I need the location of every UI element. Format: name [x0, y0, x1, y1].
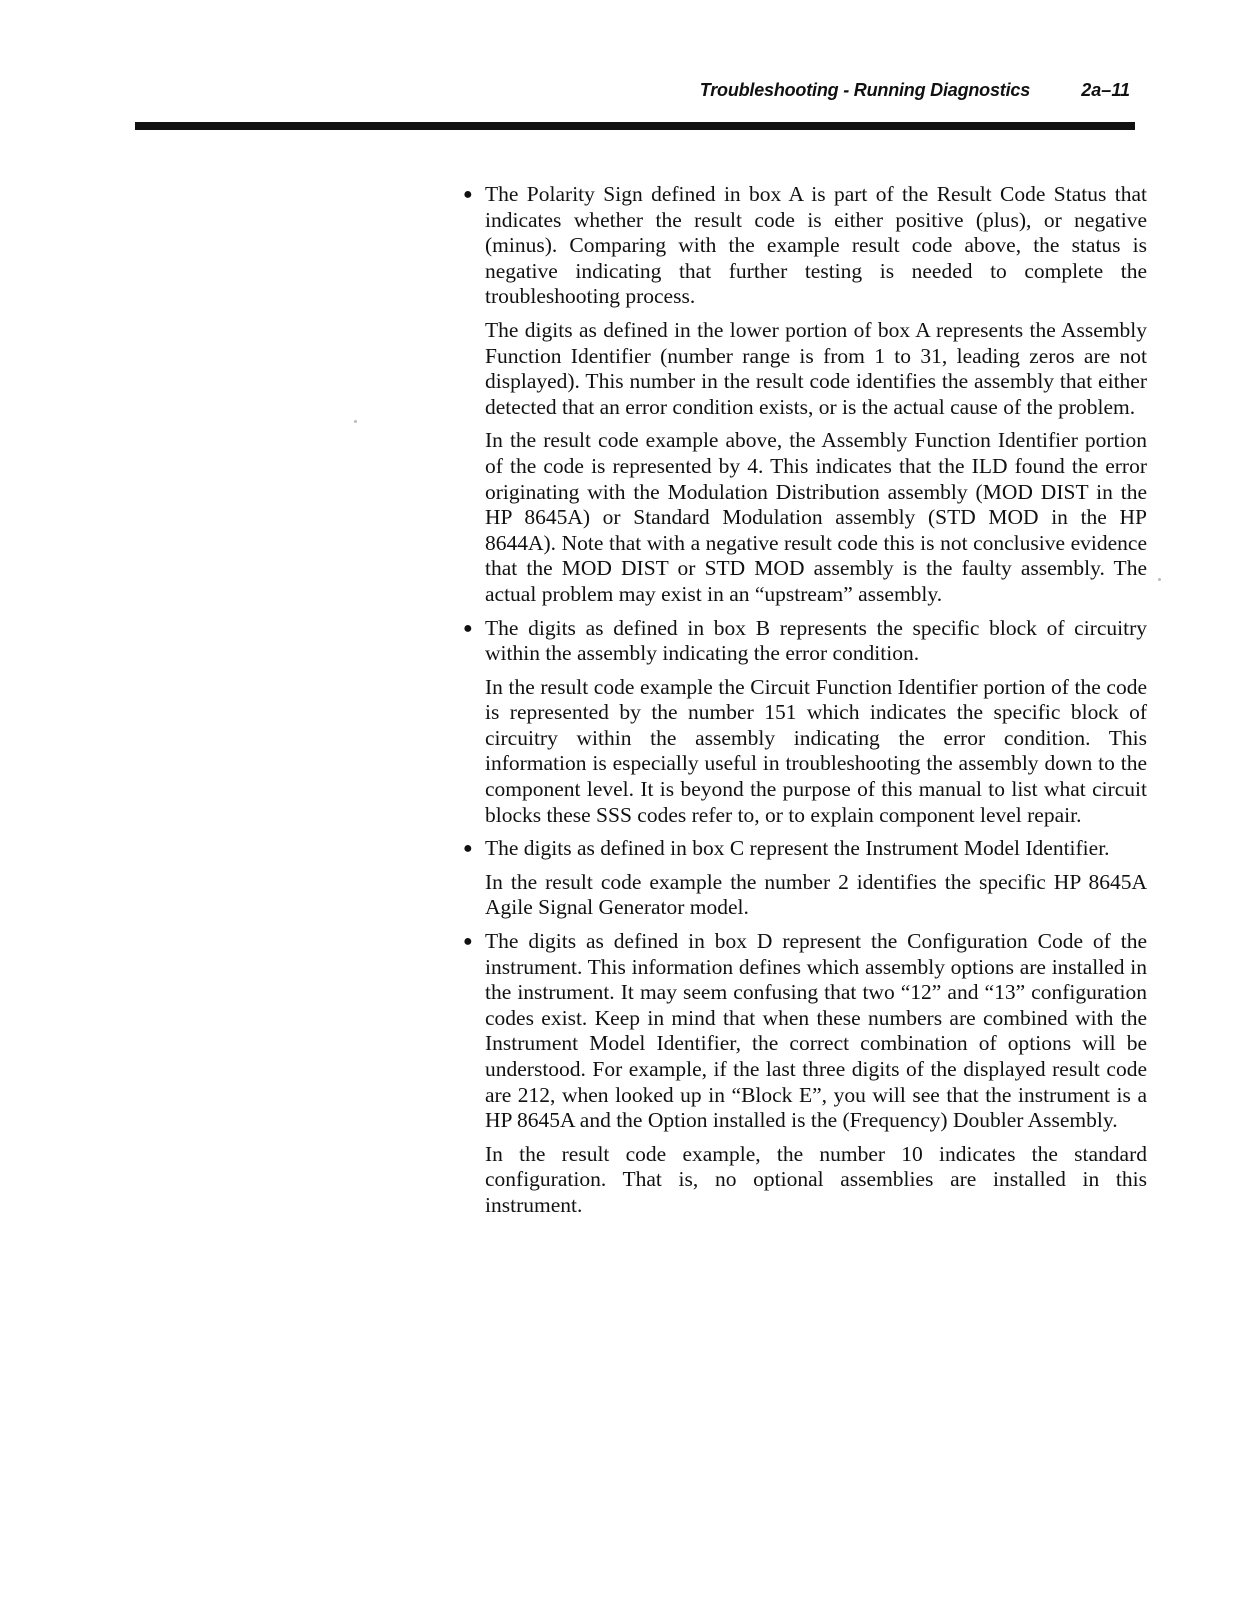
header-rule [135, 122, 1135, 130]
paragraph: The Polarity Sign defined in box A is part of the Result Code Status that indicates whether the result code is either positive (plus), or negative (minus). Comparing with the example result code above, the status is negative indicating that further testing is needed to complete the troubleshooting process. [485, 182, 1147, 309]
paragraph: In the result code example the number 2 identifies the specific HP 8645A Agile Signal Generator model. [485, 869, 1147, 920]
scan-speck [354, 420, 357, 423]
paragraph: The digits as defined in box B represents the specific block of circuitry within the assembly indicating the error condition. [485, 615, 1147, 666]
bullet-item-box-b [455, 616, 1147, 667]
paragraph: The digits as defined in box D represent the Configuration Code of the instrument. This information defines which assembly options are installed in the instrument. It may seem confusing that two “12” and “13” configuration codes exist. Keep in mind that when these numbers are combined with the Instrument Model Identifier, the correct combination of options will be understood. For example, if the last three digits of the displayed result code are 212, when looked up in “Block E”, you will see that the instrument is a HP 8645A and the Option installed is the (Frequency) Doubler Assembly. [485, 929, 1147, 1133]
bullet-item-box-d [455, 929, 1147, 1134]
paragraph: The digits as defined in the lower portion of box A represents the Assembly Function Identifier (number range is from 1 to 31, leading zeros are not displayed). This number in the result code identifies the assembly that either detected that an error condition exists, or is the actual cause of the problem. [485, 317, 1147, 419]
running-header-title: Troubleshooting - Running Diagnostics [699, 80, 1030, 100]
paragraph: In the result code example, the number 10 indicates the standard configuration. That is, no optional assemblies are installed in this instrument. [485, 1141, 1147, 1217]
page-number: 2a–11 [1081, 80, 1130, 100]
scan-speck [1158, 578, 1161, 581]
page-header [600, 80, 1140, 114]
bullet-item-box-c [455, 836, 1147, 862]
body-text [455, 182, 1147, 1227]
bullet-item-polarity-sign [455, 182, 1147, 310]
paragraph: In the result code example the Circuit Function Identifier portion of the code is represented by the number 151 which indicates the specific block of circuitry within the assembly indicating the error condition. This information is especially useful in troubleshooting the assembly down to the component level. It is beyond the purpose of this manual to list what circuit blocks these SSS codes refer to, or to explain component level repair. [485, 674, 1147, 827]
bullet-icon: ● [463, 933, 473, 951]
bullet-icon: ● [463, 619, 473, 637]
bullet-icon: ● [463, 840, 473, 858]
bullet-icon: ● [463, 186, 473, 203]
paragraph: In the result code example above, the Assembly Function Identifier portion of the code is represented by 4. This indicates that the ILD found the error originating with the Modulation Distribution assembly (MOD DIST in the HP 8645A) or Standard Modulation assembly (STD MOD in the HP 8644A). Note that with a negative result code this is not conclusive evidence that the MOD DIST or STD MOD assembly is the faulty assembly. The actual problem may exist in an “upstream” assembly. [485, 428, 1147, 606]
paragraph: The digits as defined in box C represent the Instrument Model Identifier. [485, 836, 1110, 861]
